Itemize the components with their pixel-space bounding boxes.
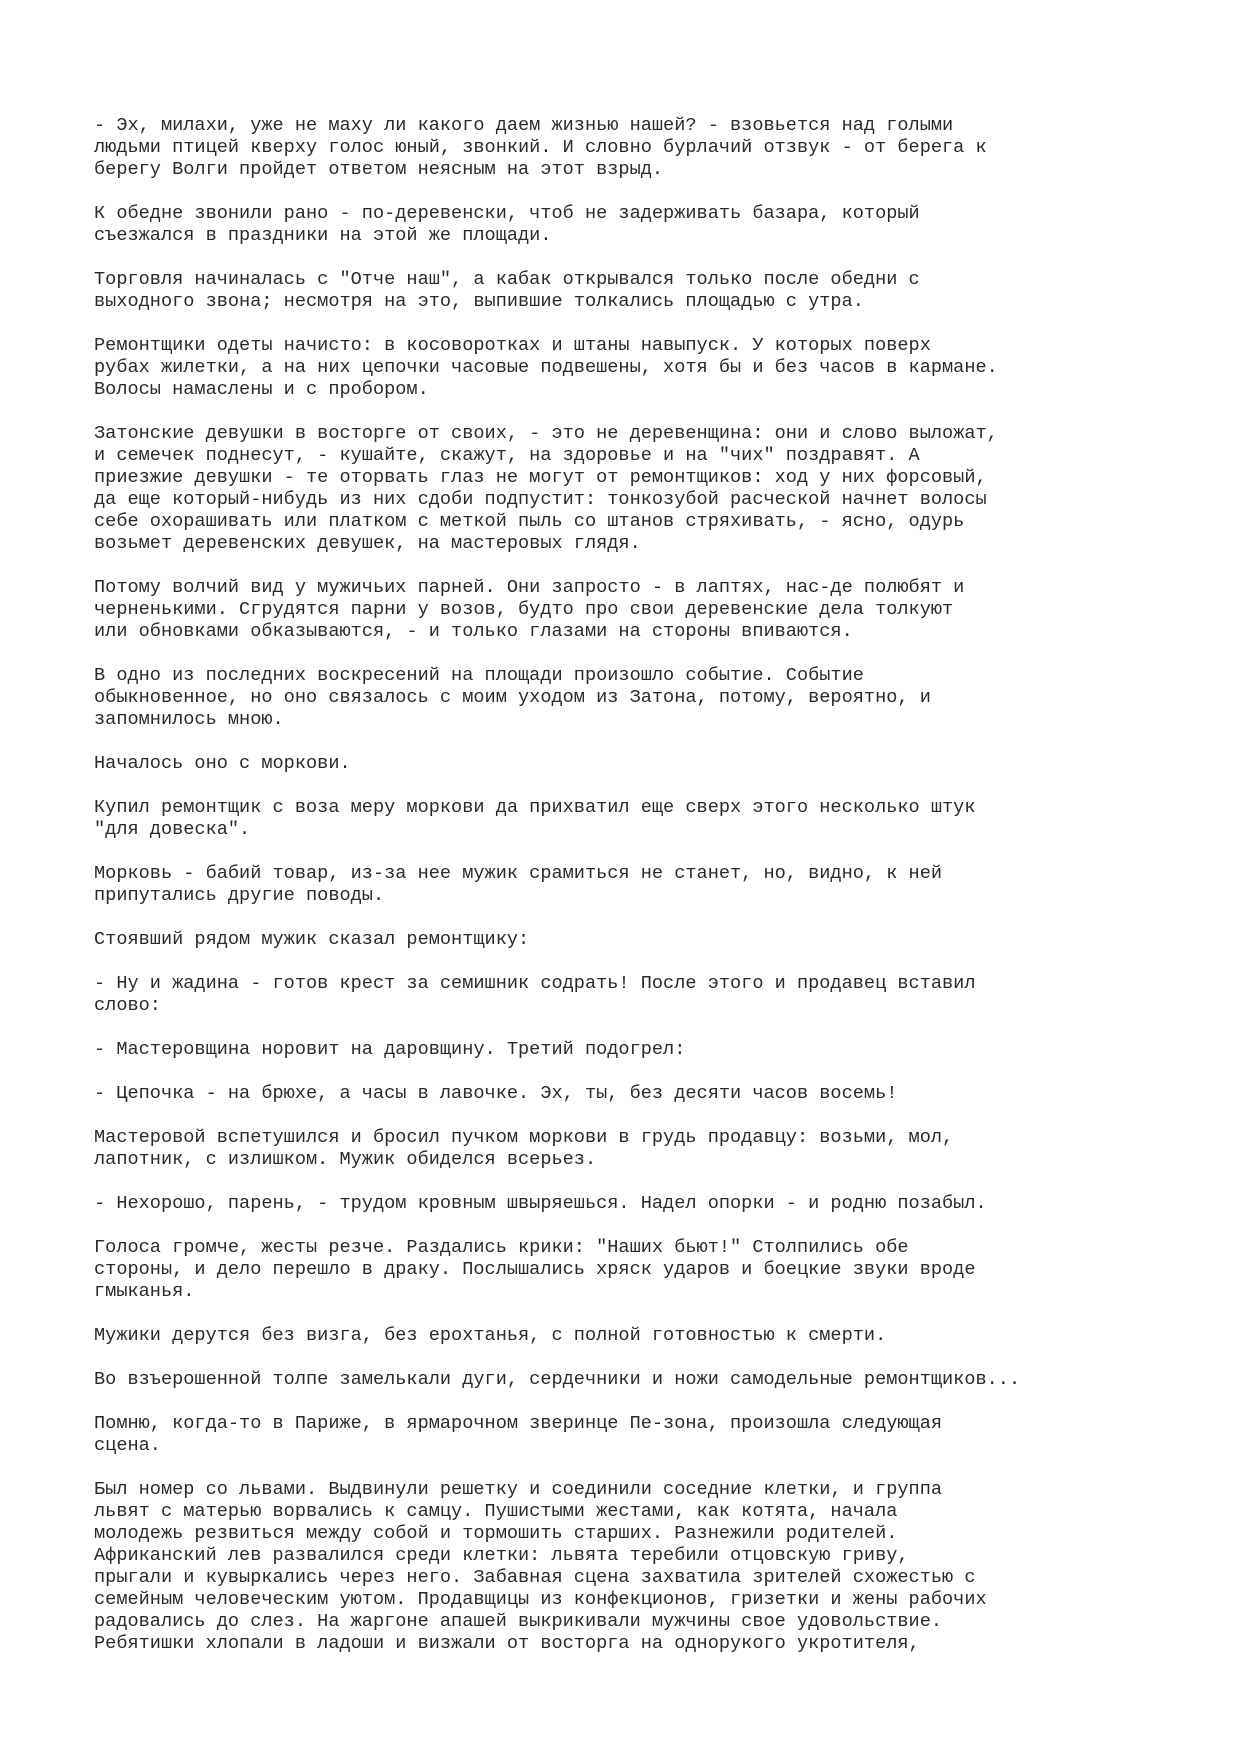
paragraph: Началось оно с моркови. — [94, 753, 351, 774]
paragraph: Голоса громче, жесты резче. Раздались крики: "Наших бьют!" Столпились обе стороны, и дело перешло в драку. Послышались хряск ударов и боецкие звуки вроде гмыканья. — [94, 1237, 976, 1302]
paragraph: - Нехорошо, парень, - трудом кровным швыряешься. Надел опорки - и родню позабыл. — [94, 1193, 987, 1214]
paragraph: К обедне звонили рано - по-деревенски, чтоб не задерживать базара, который съезжался в праздники на этой же площади. — [94, 203, 920, 246]
paragraph: В одно из последних воскресений на площади произошло событие. Событие обыкновенное, но оно связалось с моим уходом из Затона, потому, вероятно, и запомнилось мною. — [94, 665, 931, 730]
paragraph: Морковь - бабий товар, из-за нее мужик срамиться не станет, но, видно, к ней припутались другие поводы. — [94, 863, 943, 906]
paragraph: - Мастеровщина норовит на даровщину. Третий подогрел: — [94, 1039, 686, 1060]
paragraph: Мастеровой вспетушился и бросил пучком моркови в грудь продавцу: возьми, мол, лапотник, с излишком. Мужик обиделся всерьез. — [94, 1127, 954, 1170]
paragraph: Ремонтщики одеты начисто: в косоворотках и штаны навыпуск. У которых поверх рубах жилетки, а на них цепочки часовые подвешены, хотя бы и без часов в кармане. Волосы намаслены и с пробором. — [94, 335, 998, 400]
paragraph: Мужики дерутся без визга, без ерохтанья, с полной готовностью к смерти. — [94, 1325, 887, 1346]
paragraph: - Ну и жадина - готов крест за семишник содрать! После этого и продавец вставил слово: — [94, 973, 976, 1016]
paragraph: Купил ремонтщик с воза меру моркови да прихватил еще сверх этого несколько штук "для довеска". — [94, 797, 976, 840]
paragraph: - Эх, милахи, уже не маху ли какого даем жизнью нашей? - взовьется над голыми людьми птицей кверху голос юный, звонкий. И словно бурлачий отзвук - от берега к берегу Волги пройдет ответом неясным на этот взрыд. — [94, 115, 987, 180]
paragraph: Затонские девушки в восторге от своих, - это не деревенщина: они и слово выложат, и семечек поднесут, - кушайте, скажут, на здоровье и на "чих" поздравят. А приезжие девушки - те оторвать глаз не могут от ремонтщиков: ход у них форсовый, да еще который-нибудь из них сдоби подпустит: тонкозубой расческой начнет волосы себе охорашивать или платком с меткой пыль со штанов стряхивать, - ясно, одурь возьмет деревенских девушек, на мастеровых глядя. — [94, 423, 998, 554]
paragraph: Помню, когда-то в Париже, в ярмарочном зверинце Пе-зона, произошла следующая сцена. — [94, 1413, 943, 1456]
document-body — [94, 115, 1214, 1677]
paragraph: Потому волчий вид у мужичьих парней. Они запросто - в лаптях, нас-де полюбят и черненькими. Сгрудятся парни у возов, будто про свои деревенские дела толкуют или обновками обказываются, - и только глазами на стороны впиваются. — [94, 577, 965, 642]
paragraph: Был номер со львами. Выдвинули решетку и соединили соседние клетки, и группа львят с матерью ворвались к самцу. Пушистыми жестами, как котята, начала молодежь резвиться между собой и тормошить старших. Разнежили родителей. Африканский лев развалился среди клетки: львята теребили отцовскую гриву, прыгали и кувыркались через него. Забавная сцена захватила зрителей схожестью с семейным человеческим уютом. Продавщицы из конфекционов, гризетки и жены рабочих радовались до слез. На жаргоне апашей выкрикивали мужчины свое удовольствие. Ребятишки хлопали в ладоши и визжали от восторга на однорукого укротителя, — [94, 1479, 987, 1654]
paragraph: - Цепочка - на брюхе, а часы в лавочке. Эх, ты, без десяти часов восемь! — [94, 1083, 898, 1104]
paragraph: Торговля начиналась с "Отче наш", а кабак открывался только после обедни с выходного звона; несмотря на это, выпившие толкались площадью с утра. — [94, 269, 920, 312]
paragraph: Во взъерошенной толпе замелькали дуги, сердечники и ножи самодельные ремонтщиков... — [94, 1369, 1021, 1390]
paragraph: Стоявший рядом мужик сказал ремонтщику: — [94, 929, 530, 950]
